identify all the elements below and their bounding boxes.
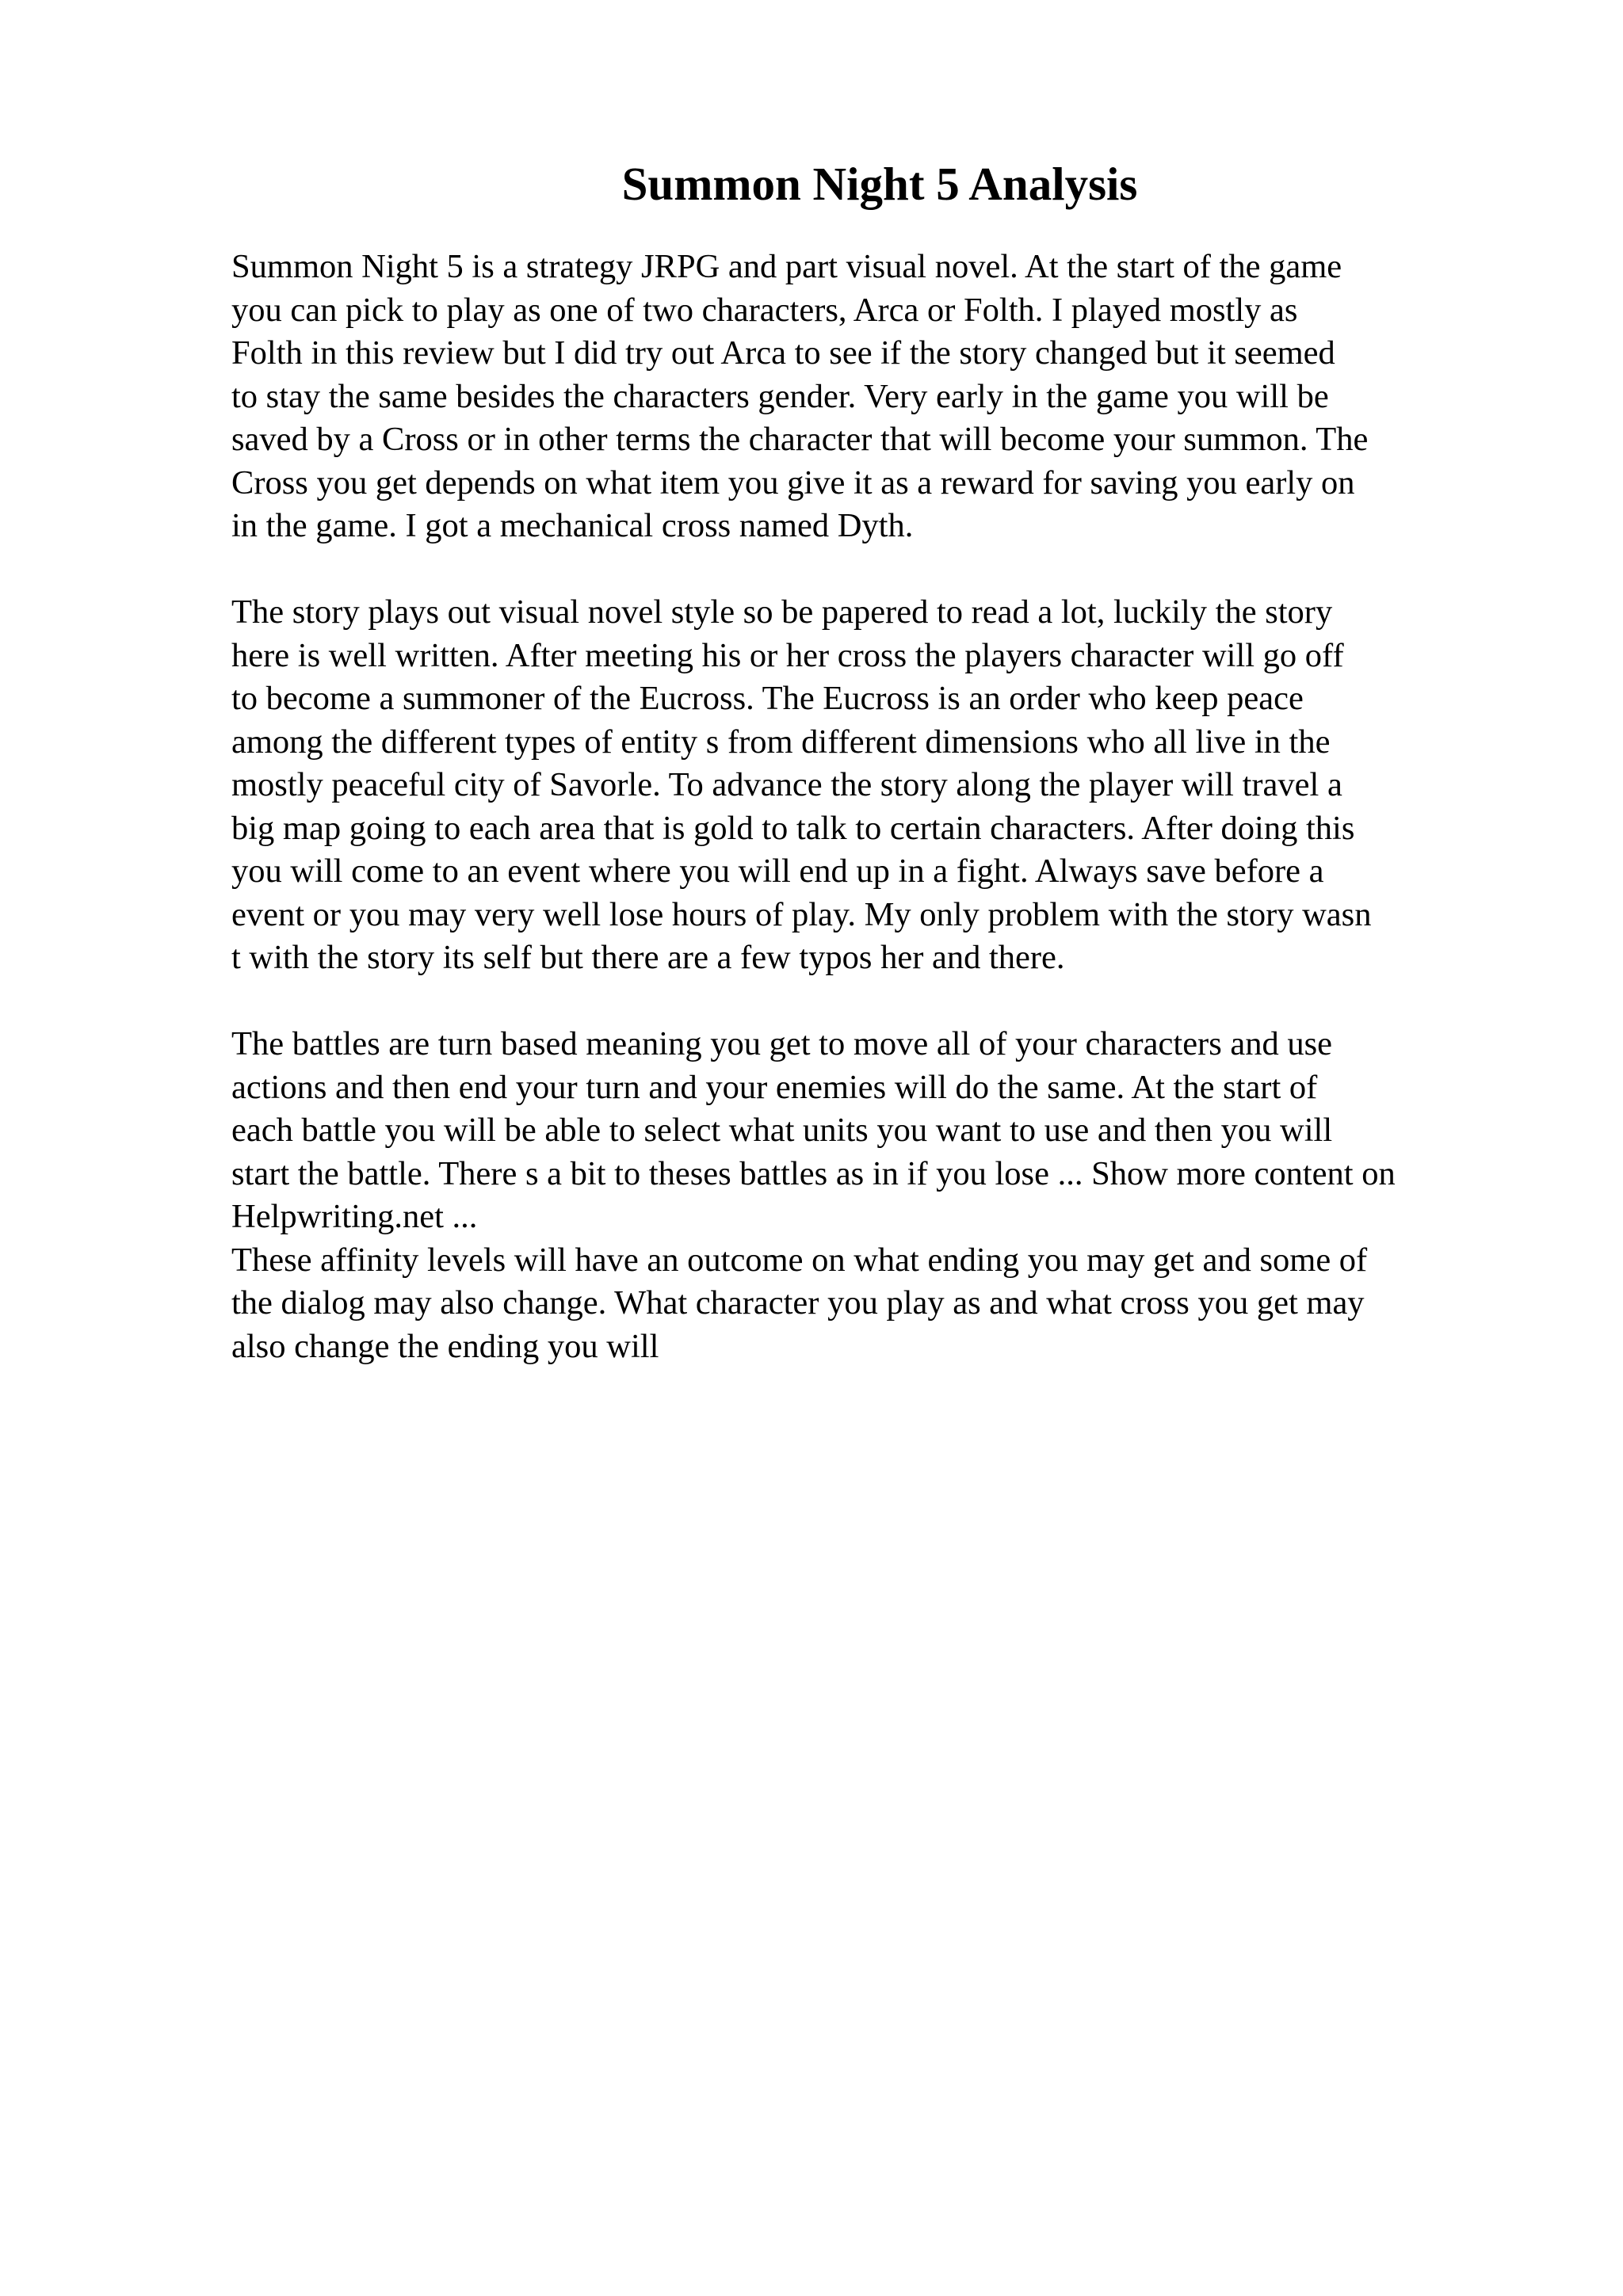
text-line: Folth in this review but I did try out Arca to see if the story changed but it seemed — [231, 334, 1335, 372]
document-body — [231, 246, 1539, 1368]
text-line: The battles are turn based meaning you get to move all of your characters and use — [231, 1025, 1333, 1062]
text-line: event or you may very well lose hours of play. My only problem with the story wasn — [231, 895, 1372, 933]
text-line: the dialog may also change. What character you play as and what cross you get may — [231, 1284, 1365, 1322]
text-line: here is well written. After meeting his or her cross the players character will go off — [231, 636, 1344, 674]
text-line: you can pick to play as one of two characters, Arca or Folth. I played mostly as — [231, 291, 1298, 329]
document-title: Summon Night 5 Analysis — [621, 158, 1138, 210]
paragraph-1 — [231, 246, 1539, 548]
text-line: Helpwriting.net ... — [231, 1198, 478, 1235]
text-line: t with the story its self but there are a few typos her and there. — [231, 939, 1065, 976]
text-line: big map going to each area that is gold to talk to certain characters. After doing this — [231, 809, 1355, 847]
text-line: saved by a Cross or in other terms the character that will become your summon. The — [231, 421, 1369, 458]
text-line: also change the ending you will — [231, 1327, 659, 1365]
text-line: These affinity levels will have an outcome on what ending you may get and some of — [231, 1241, 1368, 1279]
text-line: you will come to an event where you will end up in a fight. Always save before a — [231, 852, 1324, 890]
paragraph-spacer — [231, 980, 1539, 1024]
text-line: actions and then end your turn and your enemies will do the same. At the start of — [231, 1068, 1318, 1106]
text-line: among the different types of entity s from different dimensions who all live in the — [231, 723, 1331, 761]
text-line: The story plays out visual novel style so be papered to read a lot, luckily the story — [231, 593, 1333, 631]
text-line: Summon Night 5 is a strategy JRPG and part visual novel. At the start of the game — [231, 248, 1342, 285]
text-line: in the game. I got a mechanical cross named Dyth. — [231, 507, 914, 544]
text-line: to stay the same besides the characters gender. Very early in the game you will be — [231, 377, 1329, 415]
text-line: Cross you get depends on what item you give it as a reward for saving you early on — [231, 463, 1355, 502]
paragraph-spacer — [231, 548, 1539, 592]
text-line: mostly peaceful city of Savorle. To advance the story along the player will travel a — [231, 766, 1342, 803]
text-line: start the battle. There s a bit to theses battles as in if you lose ... Show more content on — [231, 1154, 1396, 1192]
paragraph-2 — [231, 591, 1539, 980]
paragraph-3 — [231, 1023, 1539, 1368]
text-line: to become a summoner of the Eucross. The Eucross is an order who keep peace — [231, 680, 1304, 717]
text-line: each battle you will be able to select what units you want to use and then you will — [231, 1112, 1333, 1149]
